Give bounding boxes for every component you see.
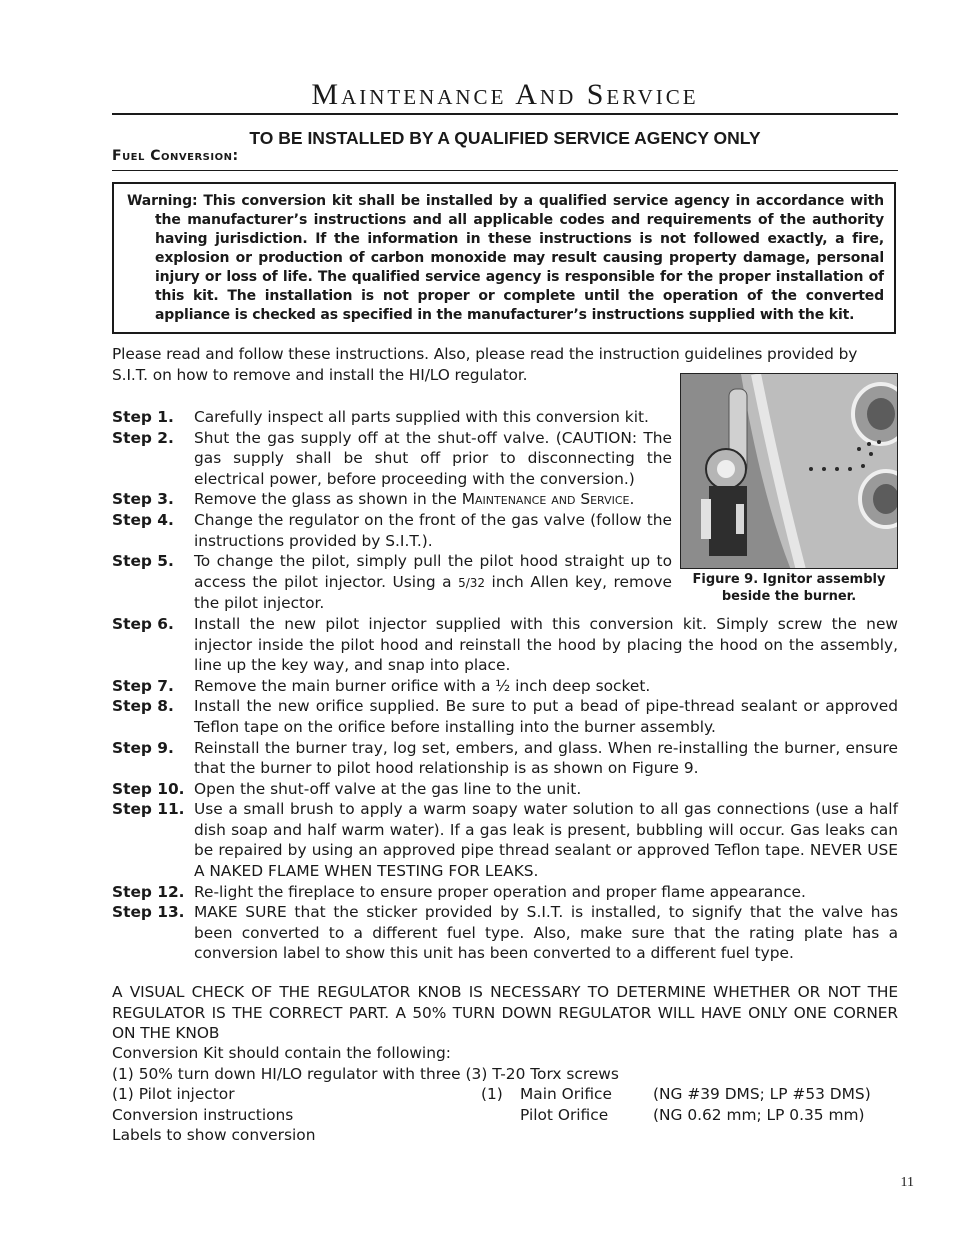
step-10 xyxy=(112,779,898,800)
step-1 xyxy=(112,407,898,428)
step-text-pre: To change the pilot, simply pull the pilot hood straight up to access the pilot injector. Using a xyxy=(194,552,672,591)
step-number: Step 9. xyxy=(112,738,174,757)
step-text: Use a small brush to apply a warm soapy water solution to all gas connections (use a half dish soap and half warm water). If a gas leak is present, bubbling will occur. Gas leaks can be repaired by using an approved pipe thread sealant or approved Teflon tape. NEVER USE A NAKED FLAME WHEN TESTING FOR LEAKS. xyxy=(194,800,898,881)
step-8 xyxy=(112,696,898,737)
kit-spec: (NG #39 DMS; LP #53 DMS) xyxy=(653,1085,871,1104)
step-number: Step 5. xyxy=(112,552,174,571)
kit-item: Main Orifice xyxy=(520,1085,612,1104)
step-text xyxy=(194,489,898,510)
step-5 xyxy=(112,551,898,614)
step-number: Step 10. xyxy=(112,779,185,798)
step-text-post: . xyxy=(629,490,635,509)
step-text: Change the regulator on the front of the gas valve (follow the instructions provided by S.I.T.). xyxy=(194,510,672,550)
step-3 xyxy=(112,489,898,510)
kit-row-1 xyxy=(112,1064,898,1085)
figure-9-caption: Figure 9. Ignitor assembly beside the burner. xyxy=(692,572,886,604)
kit-heading-row xyxy=(112,1043,898,1064)
section-heading: Fuel Conversion: xyxy=(112,148,239,164)
fraction: 5/32 xyxy=(458,575,486,590)
step-number: Step 11. xyxy=(112,800,185,819)
page-title: Maintenance And Service xyxy=(311,78,699,111)
step-number: Step 8. xyxy=(112,697,174,716)
title-rule xyxy=(112,113,898,115)
step-6 xyxy=(112,614,898,676)
step-text xyxy=(194,551,898,614)
step-13 xyxy=(112,902,898,964)
step-text: Re-light the fireplace to ensure proper operation and proper flame appearance. xyxy=(194,882,806,901)
step-text: Open the shut-off valve at the gas line to the unit. xyxy=(194,779,582,798)
kit-item: (1) Pilot injector xyxy=(112,1085,235,1104)
kit-item: Pilot Orifice xyxy=(520,1105,609,1124)
step-2 xyxy=(112,428,898,490)
step-text: Carefully inspect all parts supplied with this conversion kit. xyxy=(194,408,649,426)
step-text: Remove the main burner orifice with a ½ inch deep socket. xyxy=(194,676,651,695)
page-subtitle: TO BE INSTALLED BY A QUALIFIED SERVICE AGENCY ONLY xyxy=(249,128,761,148)
kit-item: Labels to show conversion xyxy=(112,1126,316,1145)
kit-row-4 xyxy=(112,1125,898,1146)
kit-row-2 xyxy=(112,1084,898,1105)
section-reference: Maintenance and Service xyxy=(461,490,630,509)
warning-text: Warning: This conversion kit shall be installed by a qualified service agency in accordance with the manufacturer’s instructions and all applicable codes and requirements of the authority having jurisdiction. If the information in these instructions is not followed exactly, a fire, explosion or production of carbon monoxide may result causing property damage, personal injury or loss of life. The qualified service agency is responsible for the proper installation of this kit. The installation is not proper or complete until the operation of the converted appliance is checked as specified in the manufacturer’s instructions supplied with the kit. xyxy=(127,193,884,323)
step-number: Step 4. xyxy=(112,510,174,529)
step-text-post: inch Allen key, remove the pilot injector. xyxy=(194,572,672,613)
step-number: Step 12. xyxy=(112,882,185,901)
kit-item: Conversion instructions xyxy=(112,1105,294,1124)
step-number: Step 1. xyxy=(112,408,174,426)
intro-paragraph: Please read and follow these instructions. Also, please read the instruction guidelines provided by S.I.T. on how to remove and install the HI/LO regulator. xyxy=(112,345,858,384)
step-number: Step 2. xyxy=(112,428,174,447)
step-number: Step 6. xyxy=(112,614,174,633)
step-9 xyxy=(112,738,898,779)
page-number: 11 xyxy=(900,1175,914,1190)
step-text: Install the new pilot injector supplied with this conversion kit. Simply screw the new injector inside the pilot hood and reinstall the hood by placing the hood on the assembly, line up the key way, and snap into place. xyxy=(194,614,898,675)
step-text: MAKE SURE that the sticker provided by S.I.T. is installed, to signify that the valve has been converted to a different fuel type. Also, make sure that the rating plate has a conversion label to show this unit has been converted to a different fuel type. xyxy=(194,903,898,963)
step-number: Step 13. xyxy=(112,903,185,922)
step-4 xyxy=(112,510,898,551)
kit-row-3 xyxy=(112,1105,898,1126)
visual-check-paragraph: A VISUAL CHECK OF THE REGULATOR KNOB IS NECESSARY TO DETERMINE WHETHER OR NOT THE REGULATOR IS THE CORRECT PART. A 50% TURN DOWN REGULATOR WILL HAVE ONLY ONE CORNER ON THE KNOB xyxy=(112,983,898,1043)
kit-quantity: (1) xyxy=(481,1085,503,1104)
kit-contents xyxy=(112,1043,898,1146)
section-rule xyxy=(112,170,898,171)
kit-item: (1) 50% turn down HI/LO regulator with three (3) T-20 Torx screws xyxy=(112,1064,619,1083)
step-number: Step 7. xyxy=(112,676,174,695)
step-text: Install the new orifice supplied. Be sure to put a bead of pipe-thread sealant or approved Teflon tape on the orifice before installing into the burner assembly. xyxy=(194,697,898,736)
step-text-pre: Remove the glass as shown in the xyxy=(194,490,462,509)
steps-list xyxy=(112,407,898,964)
step-7 xyxy=(112,676,898,697)
kit-heading: Conversion Kit should contain the following: xyxy=(112,1044,451,1062)
step-text: Shut the gas supply off at the shut-off valve. (CAUTION: The gas supply shall be shut off prior to disconnecting the electrical power, before proceeding with the conversion.) xyxy=(194,428,672,488)
step-12 xyxy=(112,882,898,903)
step-text: Reinstall the burner tray, log set, embers, and glass. When re-installing the burner, ensure that the burner to pilot hood relationship is as shown on Figure 9. xyxy=(194,738,898,778)
step-number: Step 3. xyxy=(112,490,174,509)
kit-spec: (NG 0.62 mm; LP 0.35 mm) xyxy=(653,1105,865,1124)
step-11 xyxy=(112,799,898,881)
